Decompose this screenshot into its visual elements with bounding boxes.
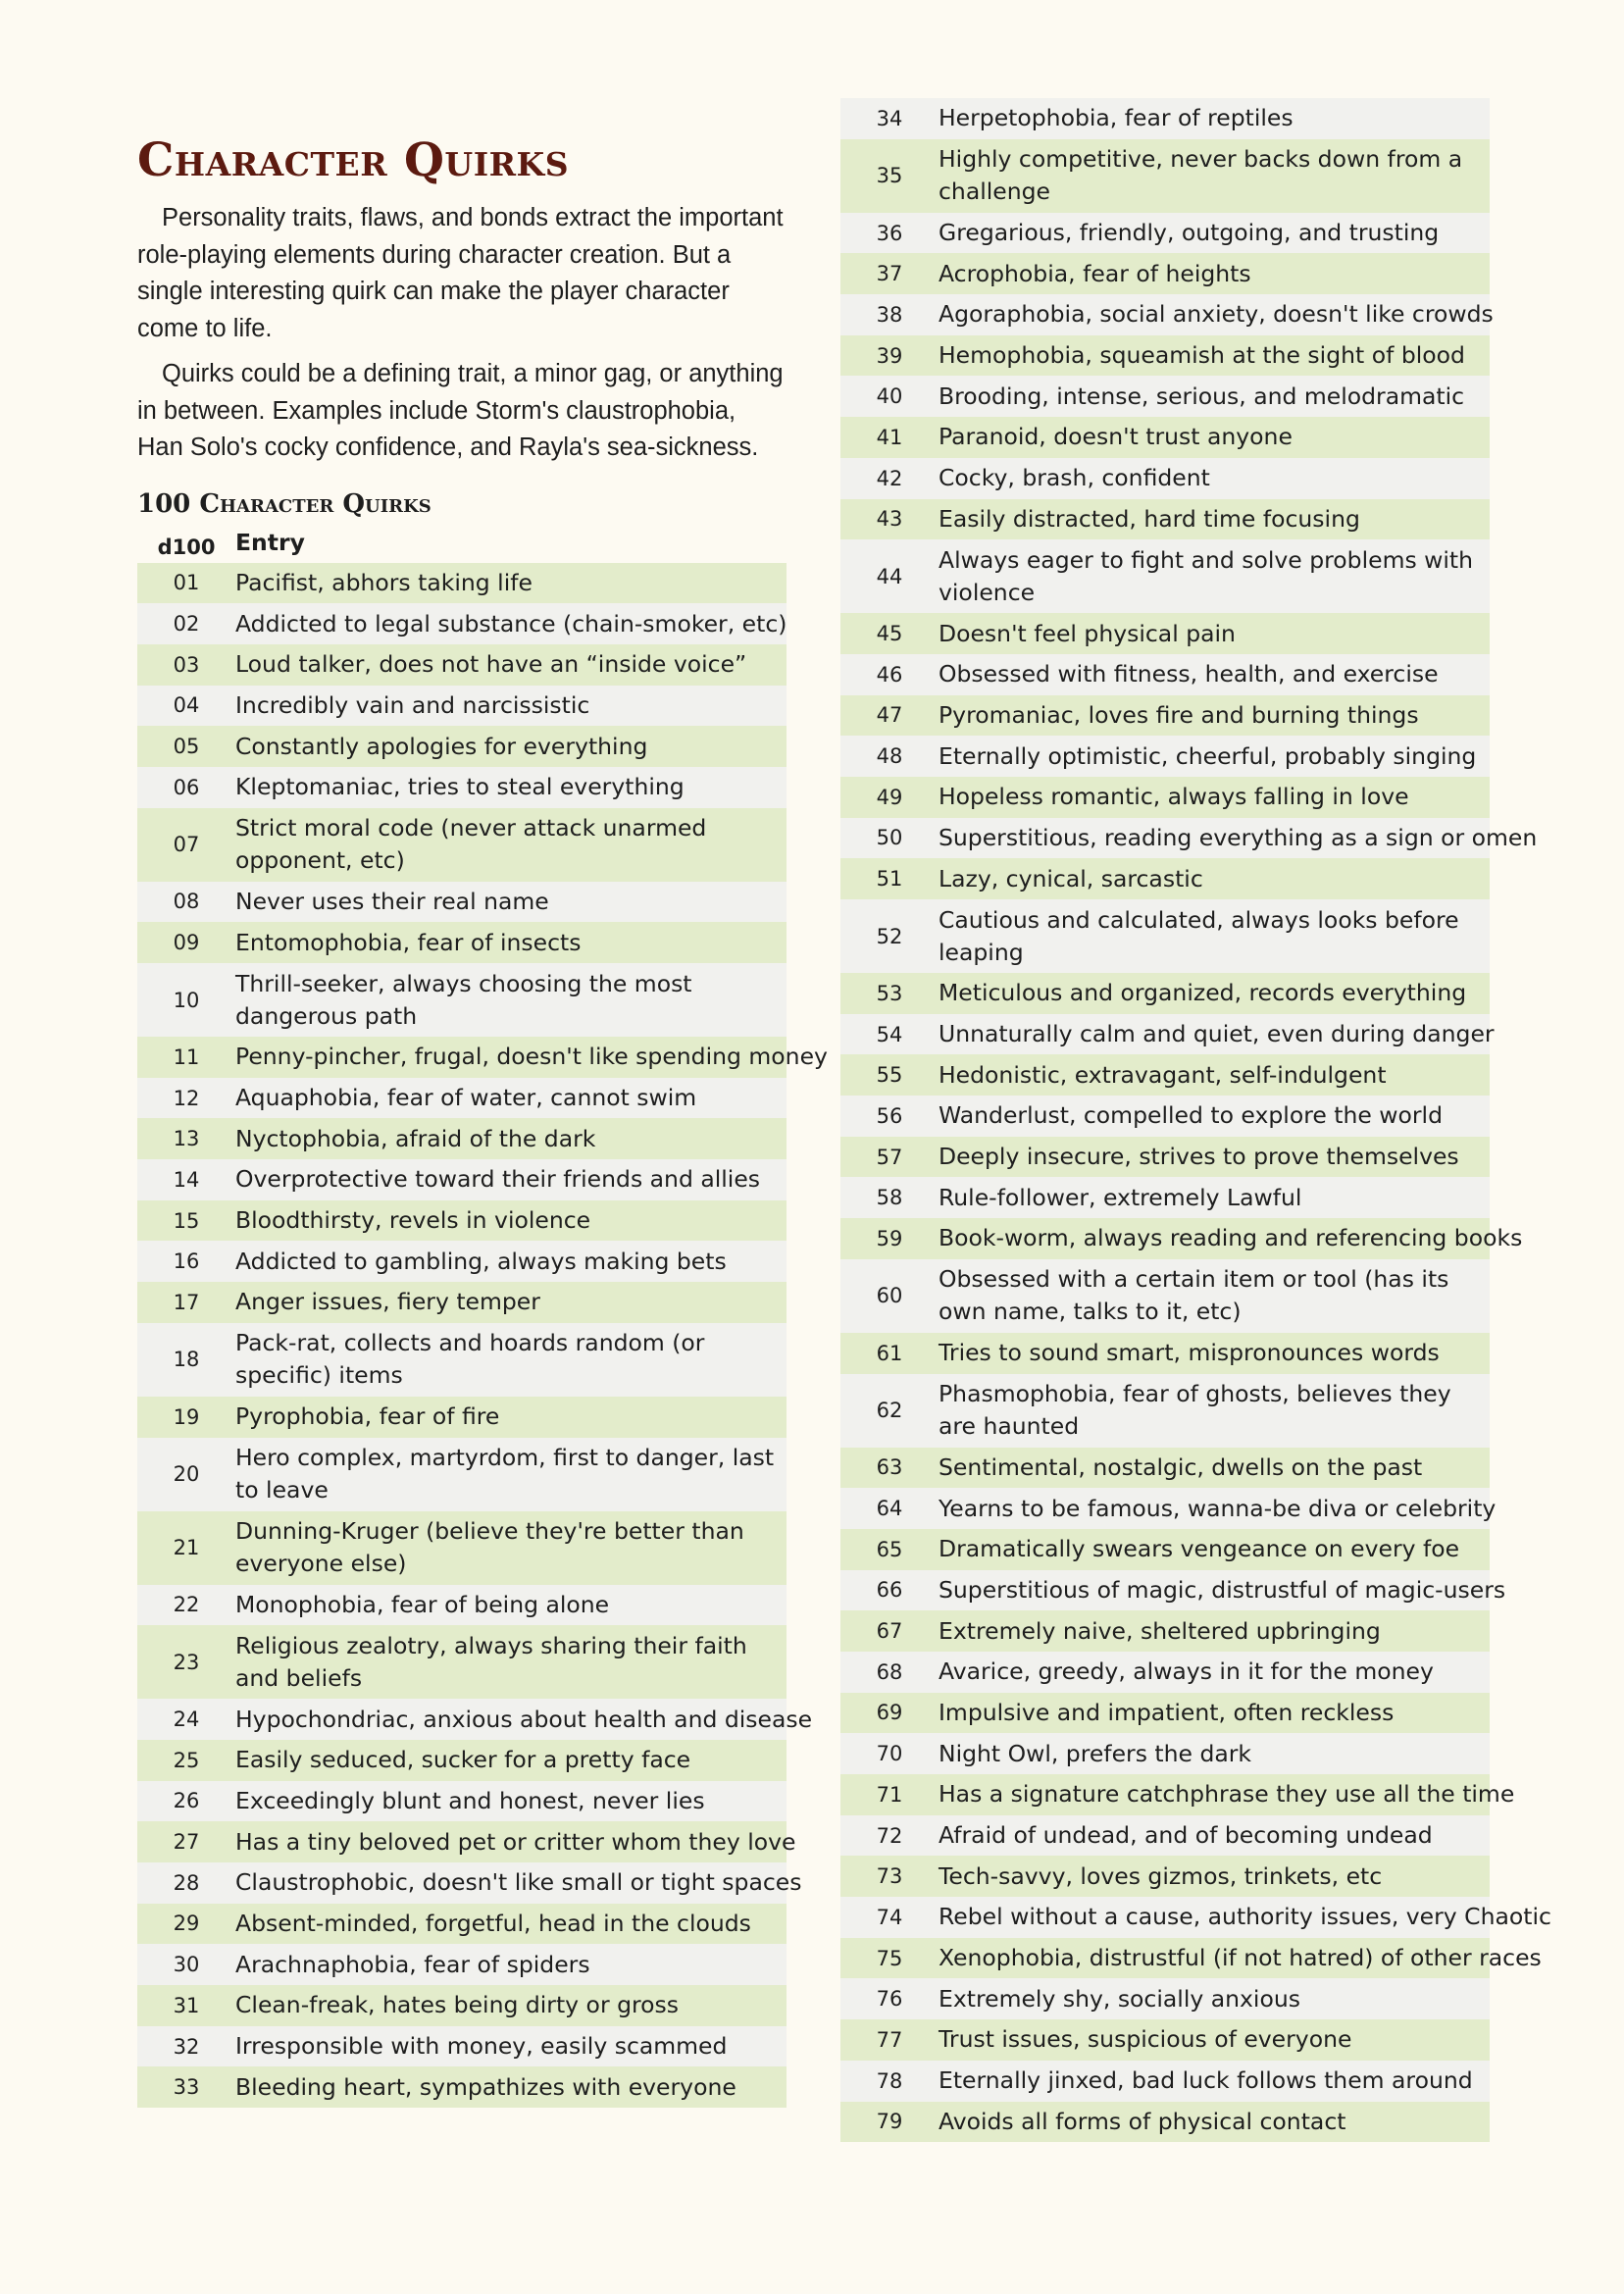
row-entry: Pyrophobia, fear of fire — [235, 1402, 500, 1431]
row-entry: Hedonistic, extravagant, self-indulgent — [939, 1060, 1387, 1089]
row-entry: Constantly apologies for everything — [235, 732, 648, 760]
row-number: 02 — [173, 612, 200, 637]
row-entry: Always eager to fight and solve problems with violence — [939, 545, 1474, 606]
row-number: 35 — [876, 164, 903, 188]
row-number: 16 — [173, 1249, 200, 1274]
row-number: 71 — [876, 1782, 903, 1807]
row-entry: Incredibly vain and narcissistic — [235, 690, 590, 719]
table-row — [840, 1978, 1490, 2019]
row-entry: Superstitious, reading everything as a sign or omen — [939, 823, 1538, 851]
row-number: 70 — [876, 1742, 903, 1766]
table-row — [840, 1137, 1490, 1178]
table-row — [840, 1014, 1495, 1055]
table-row — [840, 376, 1490, 417]
row-number: 20 — [173, 1462, 200, 1486]
row-number: 45 — [876, 622, 903, 646]
row-number: 68 — [876, 1659, 903, 1684]
row-entry: Obsessed with fitness, health, and exercise — [939, 660, 1439, 688]
row-entry: Unnaturally calm and quiet, even during danger — [939, 1020, 1495, 1048]
row-number: 43 — [876, 507, 903, 532]
row-entry: Obsessed with a certain item or tool (has its own name, talks to it, etc) — [939, 1265, 1449, 1326]
row-entry: Brooding, intense, serious, and melodramatic — [939, 382, 1465, 410]
row-number: 18 — [173, 1348, 200, 1372]
row-entry: Extremely naive, sheltered upbringing — [939, 1616, 1381, 1645]
row-entry: Overprotective toward their friends and allies — [235, 1165, 761, 1194]
row-number: 36 — [876, 221, 903, 245]
table-row — [840, 1693, 1490, 1734]
table-row — [137, 644, 787, 686]
row-number: 60 — [876, 1284, 903, 1308]
row-entry: Paranoid, doesn't trust anyone — [939, 423, 1293, 451]
row-number: 72 — [876, 1823, 903, 1848]
row-number: 63 — [876, 1455, 903, 1480]
row-number: 29 — [173, 1912, 200, 1936]
table-row — [137, 1821, 796, 1862]
row-entry: Addicted to legal substance (chain-smoker, etc) — [235, 609, 787, 637]
table-row — [840, 818, 1538, 859]
row-entry: Herpetophobia, fear of reptiles — [939, 104, 1294, 132]
table-row — [137, 1438, 787, 1511]
table-row — [840, 613, 1490, 654]
table-row — [840, 1374, 1490, 1448]
row-number: 67 — [876, 1619, 903, 1644]
row-entry: Tries to sound smart, mispronounces words — [939, 1339, 1440, 1367]
row-number: 25 — [173, 1748, 200, 1772]
column-header-entry: Entry — [235, 528, 305, 556]
row-number: 22 — [173, 1593, 200, 1617]
table-row — [137, 1241, 787, 1282]
row-entry: Extremely shy, socially anxious — [939, 1984, 1300, 2013]
row-number: 13 — [173, 1127, 200, 1151]
table-row — [840, 1733, 1490, 1774]
table-row — [840, 335, 1490, 377]
row-entry: Eternally optimistic, cheerful, probably singing — [939, 741, 1477, 770]
table-row — [137, 603, 787, 644]
row-number: 50 — [876, 826, 903, 850]
row-entry: Bleeding heart, sympathizes with everyone — [235, 2072, 736, 2101]
table-row — [840, 499, 1490, 540]
row-number: 14 — [173, 1167, 200, 1192]
row-entry: Religious zealotry, always sharing their faith and beliefs — [235, 1631, 747, 1692]
row-number: 73 — [876, 1864, 903, 1889]
row-entry: Arachnaphobia, fear of spiders — [235, 1950, 590, 1978]
table-row — [840, 1096, 1490, 1137]
row-entry: Agoraphobia, social anxiety, doesn't like crowds — [939, 300, 1494, 329]
row-number: 34 — [876, 106, 903, 130]
row-number: 75 — [876, 1946, 903, 1970]
left-column — [137, 129, 828, 2108]
row-entry: Hopeless romantic, always falling in love — [939, 783, 1409, 811]
row-number: 06 — [173, 775, 200, 799]
row-number: 77 — [876, 2027, 903, 2052]
table-row — [840, 2102, 1490, 2143]
row-number: 55 — [876, 1063, 903, 1088]
page-title: Character Quirks — [137, 133, 570, 187]
row-entry: Penny-pincher, frugal, doesn't like spending money — [235, 1043, 828, 1071]
table-row — [840, 458, 1490, 499]
row-entry: Afraid of undead, and of becoming undead — [939, 1821, 1433, 1850]
row-number: 47 — [876, 703, 903, 728]
table-row — [137, 1282, 787, 1323]
row-number: 49 — [876, 785, 903, 809]
row-number: 53 — [876, 981, 903, 1005]
row-number: 28 — [173, 1870, 200, 1895]
row-entry: Absent-minded, forgetful, head in the clouds — [235, 1909, 751, 1937]
row-number: 76 — [876, 1987, 903, 2012]
row-number: 38 — [876, 302, 903, 327]
row-number: 57 — [876, 1145, 903, 1169]
row-entry: Highly competitive, never backs down from a challenge — [939, 145, 1463, 206]
table-row — [137, 2026, 787, 2067]
table-row — [840, 1177, 1490, 1218]
row-number: 03 — [173, 652, 200, 677]
row-entry: Easily distracted, hard time focusing — [939, 504, 1360, 533]
table-row — [840, 777, 1490, 818]
row-number: 39 — [876, 343, 903, 368]
row-number: 52 — [876, 924, 903, 948]
table-row — [137, 1118, 787, 1159]
row-entry: Wanderlust, compelled to explore the world — [939, 1101, 1444, 1130]
row-entry: Bloodthirsty, revels in violence — [235, 1206, 591, 1235]
table-row — [137, 922, 787, 963]
row-number: 62 — [876, 1399, 903, 1422]
table-row — [137, 686, 787, 727]
row-entry: Addicted to gambling, always making bets — [235, 1247, 727, 1275]
row-entry: Dunning-Kruger (believe they're better than everyone else) — [235, 1517, 744, 1577]
table-row — [137, 1200, 787, 1242]
row-number: 26 — [173, 1789, 200, 1813]
table-row — [137, 1037, 828, 1078]
row-number: 01 — [173, 571, 200, 595]
row-entry: Tech-savvy, loves gizmos, trinkets, etc — [939, 1861, 1383, 1890]
table-row — [840, 98, 1490, 139]
table-row — [137, 563, 787, 604]
row-entry: Cautious and calculated, always looks before leaping — [939, 905, 1459, 966]
table-row — [840, 1897, 1551, 1938]
row-number: 69 — [876, 1701, 903, 1725]
table-row — [840, 1652, 1490, 1693]
table-header — [137, 524, 787, 563]
row-entry: Pyromaniac, loves fire and burning things — [939, 700, 1419, 729]
table-row — [137, 1323, 787, 1397]
table-row — [840, 1448, 1490, 1489]
row-entry: Deeply insecure, strives to prove themselves — [939, 1143, 1459, 1171]
table-row — [840, 1774, 1515, 1815]
column-header-d100: d100 — [157, 535, 216, 559]
row-entry: Aquaphobia, fear of water, cannot swim — [235, 1084, 697, 1112]
row-entry: Sentimental, nostalgic, dwells on the past — [939, 1453, 1423, 1481]
table-row — [840, 1054, 1490, 1096]
row-entry: Book-worm, always reading and referencing books — [939, 1224, 1523, 1252]
table-row — [840, 1529, 1490, 1570]
row-entry: Kleptomaniac, tries to steal everything — [235, 773, 685, 801]
table-row — [840, 973, 1490, 1014]
row-number: 10 — [173, 988, 200, 1012]
table-row — [840, 1488, 1497, 1529]
row-number: 51 — [876, 867, 903, 892]
row-number: 04 — [173, 693, 200, 718]
table-row — [137, 1078, 787, 1119]
table-row — [840, 1815, 1490, 1857]
row-entry: Anger issues, fiery temper — [235, 1288, 540, 1316]
table-row — [137, 767, 787, 808]
row-entry: Rule-follower, extremely Lawful — [939, 1183, 1302, 1211]
row-number: 46 — [876, 662, 903, 687]
row-entry: Impulsive and impatient, often reckless — [939, 1698, 1395, 1726]
table-row — [137, 1985, 787, 2026]
table-row — [840, 736, 1490, 777]
table-row — [137, 1585, 787, 1626]
intro-text — [137, 200, 787, 467]
row-number: 78 — [876, 2068, 903, 2093]
table-row — [840, 1856, 1490, 1897]
table-row — [840, 695, 1490, 737]
row-number: 59 — [876, 1226, 903, 1250]
table-row — [137, 1159, 787, 1200]
table-row — [840, 1570, 1506, 1611]
row-number: 12 — [173, 1086, 200, 1110]
row-entry: Pack-rat, collects and hoards random (or specific) items — [235, 1329, 705, 1390]
table-row — [840, 213, 1490, 254]
row-entry: Avoids all forms of physical contact — [939, 2107, 1346, 2135]
quirks-table-part-1 — [137, 563, 828, 2109]
table-row — [840, 2061, 1490, 2102]
table-row — [840, 2019, 1490, 2061]
table-row — [840, 139, 1490, 213]
row-entry: Lazy, cynical, sarcastic — [939, 864, 1203, 892]
row-number: 40 — [876, 384, 903, 409]
row-entry: Acrophobia, fear of heights — [939, 259, 1251, 287]
table-row — [137, 1397, 787, 1438]
row-number: 74 — [876, 1905, 903, 1929]
row-entry: Has a tiny beloved pet or critter whom they love — [235, 1827, 796, 1856]
table-row — [840, 539, 1490, 613]
table-row — [137, 1740, 787, 1781]
row-entry: Hero complex, martyrdom, first to danger, last to leave — [235, 1444, 775, 1504]
row-entry: Irresponsible with money, easily scammed — [235, 2032, 728, 2061]
quirks-table-part-2 — [840, 98, 1551, 2142]
row-entry: Has a signature catchphrase they use all the time — [939, 1780, 1515, 1809]
row-entry: Superstitious of magic, distrustful of magic-users — [939, 1575, 1506, 1604]
row-number: 21 — [173, 1536, 200, 1559]
row-entry: Cocky, brash, confident — [939, 464, 1210, 492]
right-column — [840, 98, 1551, 2142]
table-row — [137, 1625, 787, 1699]
row-entry: Avarice, greedy, always in it for the money — [939, 1657, 1434, 1686]
intro-paragraph: Quirks could be a defining trait, a minor gag, or anything in between. Examples include Storm's claustrophobia, Han Solo's cocky confidence, and Rayla's sea-sickness. — [137, 360, 784, 461]
row-entry: Clean-freak, hates being dirty or gross — [235, 1991, 679, 2019]
table-row — [137, 1699, 813, 1740]
table-row — [840, 253, 1490, 294]
table-row — [840, 1259, 1490, 1333]
row-entry: Xenophobia, distrustful (if not hatred) of other races — [939, 1944, 1542, 1972]
table-row — [840, 899, 1490, 973]
row-number: 64 — [876, 1497, 903, 1521]
intro-paragraph: Personality traits, flaws, and bonds extract the important role-playing elements during character creation. But a single interesting quirk can make the player character come to life. — [137, 204, 784, 342]
row-number: 66 — [876, 1578, 903, 1603]
table-row — [137, 2066, 787, 2108]
row-number: 15 — [173, 1208, 200, 1233]
row-entry: Doesn't feel physical pain — [939, 619, 1236, 647]
row-number: 61 — [876, 1341, 903, 1365]
row-number: 24 — [173, 1708, 200, 1732]
row-entry: Thrill-seeker, always choosing the most dangerous path — [235, 969, 692, 1030]
row-number: 42 — [876, 466, 903, 490]
row-number: 27 — [173, 1830, 200, 1855]
table-row — [840, 1333, 1490, 1374]
row-entry: Rebel without a cause, authority issues, very Chaotic — [939, 1903, 1551, 1931]
table-row — [137, 1904, 787, 1945]
row-entry: Strict moral code (never attack unarmed opponent, etc) — [235, 814, 707, 875]
row-number: 54 — [876, 1022, 903, 1046]
row-number: 23 — [173, 1650, 200, 1674]
row-entry: Claustrophobic, doesn't like small or tight spaces — [235, 1868, 802, 1897]
row-number: 19 — [173, 1404, 200, 1429]
row-number: 58 — [876, 1186, 903, 1210]
row-number: 33 — [173, 2075, 200, 2100]
row-number: 05 — [173, 735, 200, 759]
row-entry: Nyctophobia, afraid of the dark — [235, 1124, 596, 1152]
table-row — [137, 963, 787, 1037]
table-row — [137, 726, 787, 767]
row-entry: Trust issues, suspicious of everyone — [939, 2025, 1352, 2054]
row-entry: Hypochondriac, anxious about health and disease — [235, 1705, 813, 1733]
row-number: 07 — [173, 833, 200, 857]
row-number: 37 — [876, 262, 903, 286]
row-entry: Pacifist, abhors taking life — [235, 568, 533, 596]
row-number: 44 — [876, 564, 903, 588]
row-number: 17 — [173, 1290, 200, 1314]
row-number: 48 — [876, 744, 903, 769]
row-number: 08 — [173, 890, 200, 914]
row-entry: Never uses their real name — [235, 887, 549, 915]
table-row — [840, 858, 1490, 899]
row-number: 32 — [173, 2034, 200, 2059]
row-entry: Easily seduced, sucker for a pretty face — [235, 1746, 691, 1774]
row-number: 79 — [876, 2110, 903, 2134]
table-row — [137, 808, 787, 882]
table-row — [137, 1781, 787, 1822]
table-row — [840, 294, 1494, 335]
row-entry: Gregarious, friendly, outgoing, and trusting — [939, 219, 1440, 247]
row-entry: Yearns to be famous, wanna-be diva or celebrity — [939, 1494, 1497, 1522]
row-number: 65 — [876, 1537, 903, 1561]
row-entry: Hemophobia, squeamish at the sight of blood — [939, 341, 1465, 370]
table-row — [840, 654, 1490, 695]
row-entry: Eternally jinxed, bad luck follows them around — [939, 2066, 1473, 2095]
row-entry: Monophobia, fear of being alone — [235, 1590, 610, 1618]
row-number: 09 — [173, 931, 200, 955]
row-number: 41 — [876, 425, 903, 449]
table-row — [840, 1610, 1490, 1652]
table-row — [137, 882, 787, 923]
table-row — [137, 1511, 787, 1585]
row-number: 31 — [173, 1993, 200, 2017]
table-row — [137, 1944, 787, 1985]
row-number: 11 — [173, 1045, 200, 1069]
row-entry: Dramatically swears vengeance on every foe — [939, 1535, 1460, 1563]
row-entry: Loud talker, does not have an “inside voice” — [235, 650, 747, 679]
row-number: 30 — [173, 1953, 200, 1977]
row-entry: Entomophobia, fear of insects — [235, 928, 582, 956]
row-number: 56 — [876, 1103, 903, 1128]
row-entry: Exceedingly blunt and honest, never lies — [235, 1786, 705, 1814]
table-row — [137, 1862, 802, 1904]
table-row — [840, 1218, 1523, 1259]
row-entry: Meticulous and organized, records everything — [939, 979, 1467, 1007]
row-entry: Night Owl, prefers the dark — [939, 1739, 1252, 1767]
table-row — [840, 1938, 1542, 1979]
table-row — [840, 417, 1490, 458]
table-title: 100 Character Quirks — [137, 488, 431, 519]
row-entry: Phasmophobia, fear of ghosts, believes they are haunted — [939, 1380, 1451, 1440]
